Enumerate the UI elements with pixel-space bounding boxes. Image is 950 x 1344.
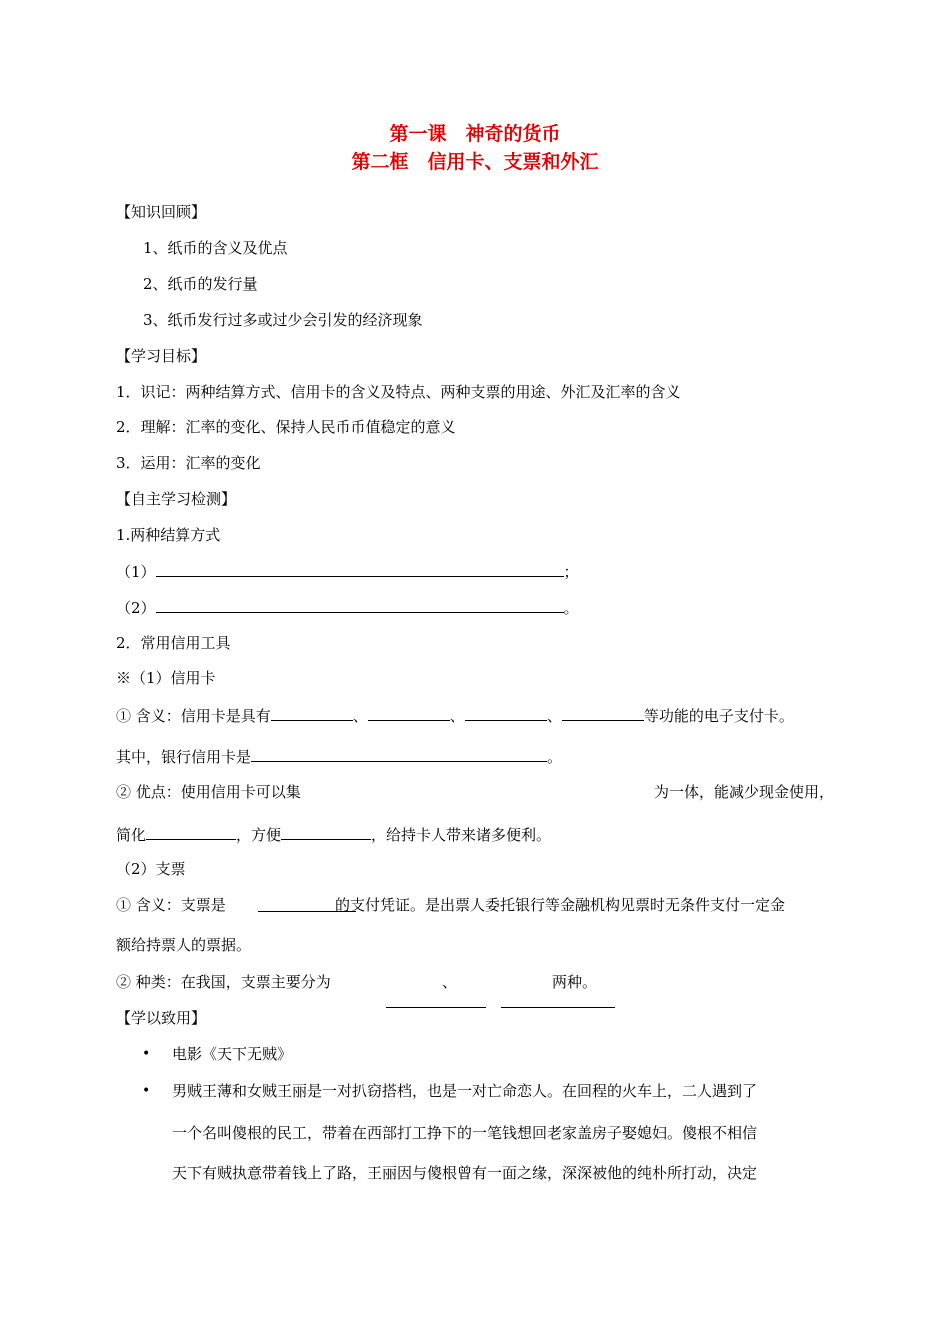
apply-heading: 【学以致用】 xyxy=(116,1009,207,1027)
bank-text: 其中，银行信用卡是 xyxy=(116,748,252,766)
separator: 、 xyxy=(546,707,562,725)
meaning-suffix: 等功能的电子支付卡。 xyxy=(643,707,794,725)
answer-end: 。 xyxy=(563,599,579,617)
benefit-text: ，给持卡人带来诸多便利。 xyxy=(371,826,552,844)
answer-blank[interactable] xyxy=(562,705,644,721)
cheque-meaning-suffix: 的支付凭证。是出票人委托银行等金融机构见票时无条件支付一定金 xyxy=(335,896,786,914)
cheque-meaning-prefix: ① 含义：支票是 xyxy=(116,896,226,914)
answer-prefix: （1） xyxy=(116,563,156,581)
review-item: 3、纸币发行过多或过少会引发的经济现象 xyxy=(143,311,423,329)
answer-blank[interactable] xyxy=(501,1007,615,1008)
goal-item: 1．识记：两种结算方式、信用卡的含义及特点、两种支票的用途、外汇及汇率的含义 xyxy=(116,383,681,401)
question-credit-tools: 2．常用信用工具 xyxy=(116,634,231,652)
answer-blank[interactable] xyxy=(368,705,450,721)
separator: 、 xyxy=(352,707,368,725)
cheque-types-suffix: 两种。 xyxy=(552,973,598,991)
page-title-line2: 第二框 信用卡、支票和外汇 xyxy=(351,151,599,173)
review-heading: 【知识回顾】 xyxy=(116,203,207,221)
answer-blank[interactable] xyxy=(146,824,236,840)
credit-card-advantage-suffix: 为一体，能减少现金使用， xyxy=(654,783,835,801)
answer-prefix: （2） xyxy=(116,599,156,617)
story-line: 一个名叫傻根的民工，带着在西部打工挣下的一笔钱想回老家盖房子娶媳妇。傻根不相信 xyxy=(172,1124,758,1142)
cheque-types-prefix: ② 种类：在我国，支票主要分为 xyxy=(116,973,331,991)
answer-end: ； xyxy=(563,563,579,581)
answer-blank[interactable] xyxy=(465,705,547,721)
story-line: 男贼王薄和女贼王丽是一对扒窃搭档，也是一对亡命恋人。在回程的火车上，二人遇到了 xyxy=(172,1082,758,1100)
answer-blank[interactable] xyxy=(386,1007,486,1008)
bank-end: 。 xyxy=(547,748,563,766)
goal-item: 3．运用：汇率的变化 xyxy=(116,454,261,472)
story-line: 天下有贼执意带着钱上了路，王丽因与傻根曾有一面之缘，深深被他的纯朴所打动，决定 xyxy=(172,1164,758,1182)
goals-heading: 【学习目标】 xyxy=(116,347,207,365)
self-check-heading: 【自主学习检测】 xyxy=(116,490,237,508)
cheque-types-separator: 、 xyxy=(442,973,458,991)
credit-card-heading: ※（1）信用卡 xyxy=(116,669,216,687)
answer-blank[interactable] xyxy=(251,746,547,762)
credit-card-benefits xyxy=(116,824,551,845)
credit-card-meaning xyxy=(116,705,794,726)
answer-blank[interactable] xyxy=(281,824,371,840)
answer-blank[interactable] xyxy=(271,705,353,721)
bank-card-line xyxy=(116,746,562,767)
movie-title: 电影《天下无贼》 xyxy=(172,1045,293,1063)
settlement-answer-2 xyxy=(116,597,579,618)
question-settlement: 1.两种结算方式 xyxy=(116,526,221,544)
page-title-line1: 第一课 神奇的货币 xyxy=(389,123,561,145)
separator: 、 xyxy=(449,707,465,725)
credit-card-advantage: ② 优点：使用信用卡可以集 xyxy=(116,783,301,801)
meaning-text: ① 含义：信用卡是具有 xyxy=(116,707,271,725)
bullet-icon: • xyxy=(142,1046,151,1062)
answer-blank[interactable] xyxy=(156,597,564,613)
review-item: 2、纸币的发行量 xyxy=(143,275,258,293)
simplify-text: 简化 xyxy=(116,826,147,844)
convenience-text: ，方便 xyxy=(236,826,282,844)
bullet-icon: • xyxy=(142,1083,151,1099)
review-item: 1、纸币的含义及优点 xyxy=(143,239,288,257)
cheque-heading: （2）支票 xyxy=(116,860,186,878)
cheque-meaning-line2: 额给持票人的票据。 xyxy=(116,936,252,954)
answer-blank[interactable] xyxy=(156,561,564,577)
goal-item: 2．理解：汇率的变化、保持人民币币值稳定的意义 xyxy=(116,418,456,436)
settlement-answer-1 xyxy=(116,561,579,582)
